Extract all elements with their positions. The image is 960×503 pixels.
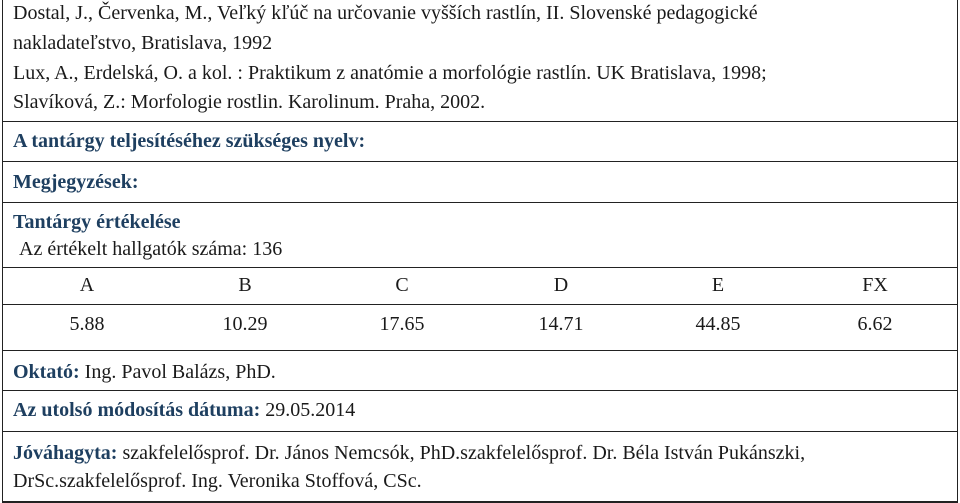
grade-header-fx: FX <box>862 274 888 296</box>
divider <box>3 350 957 351</box>
literature-line-2: nakladateľstvo, Bratislava, 1992 <box>13 32 273 54</box>
grade-value-c: 17.65 <box>379 313 425 335</box>
grade-table-divider <box>3 304 957 305</box>
literature-line-3: Lux, A., Erdelská, O. a kol. : Praktikum z anatómie a morfológie rastlín. UK Bratislava, 1998; <box>13 62 767 84</box>
grade-header-b: B <box>238 274 252 296</box>
grade-header-row <box>3 273 957 297</box>
grade-value-e: 44.85 <box>695 313 741 335</box>
approved-line-2: DrSc.szakfelelősprof. Ing. Veronika Stoffová, CSc. <box>13 470 422 492</box>
grade-value-fx: 6.62 <box>857 313 893 335</box>
document-frame <box>2 0 958 503</box>
approved-label: Jóváhagyta: <box>13 442 118 464</box>
language-label: A tantárgy teljesítéséhez szükséges nyelv: <box>13 130 366 152</box>
evaluated-students-count: Az értékelt hallgatók száma: 136 <box>19 238 283 260</box>
modified-date: 29.05.2014 <box>260 399 356 421</box>
grade-table-top-border <box>3 267 957 268</box>
notes-label: Megjegyzések: <box>13 171 139 193</box>
literature-line-4: Slavíková, Z.: Morfologie rostlin. Karolinum. Praha, 2002. <box>13 91 486 113</box>
grade-header-d: D <box>553 274 569 296</box>
divider <box>3 161 957 162</box>
divider <box>3 390 957 391</box>
grade-header-a: A <box>79 274 95 296</box>
teacher-line <box>13 360 276 384</box>
grade-value-b: 10.29 <box>222 313 268 335</box>
teacher-value: Ing. Pavol Balázs, PhD. <box>79 361 276 383</box>
grade-value-d: 14.71 <box>538 313 584 335</box>
approved-line-1 <box>13 441 805 465</box>
grade-value-row <box>3 312 957 336</box>
modified-label: Az utolsó módosítás dátuma: <box>13 399 261 421</box>
divider <box>3 121 957 122</box>
teacher-label: Oktató: <box>13 361 80 383</box>
grade-header-c: C <box>395 274 409 296</box>
divider <box>3 202 957 203</box>
approved-value-1: szakfelelősprof. Dr. János Nemcsók, PhD.szakfelelősprof. Dr. Béla István Pukánszki, <box>117 442 806 464</box>
literature-line-1: Dostal, J., Červenka, M., Veľký kľúč na určovanie vyšších rastlín, II. Slovenské pedagogické <box>13 2 758 24</box>
grade-header-e: E <box>711 274 725 296</box>
grade-value-a: 5.88 <box>69 313 105 335</box>
evaluation-title: Tantárgy értékelése <box>13 211 181 233</box>
divider <box>3 431 957 432</box>
modified-line <box>13 398 355 422</box>
